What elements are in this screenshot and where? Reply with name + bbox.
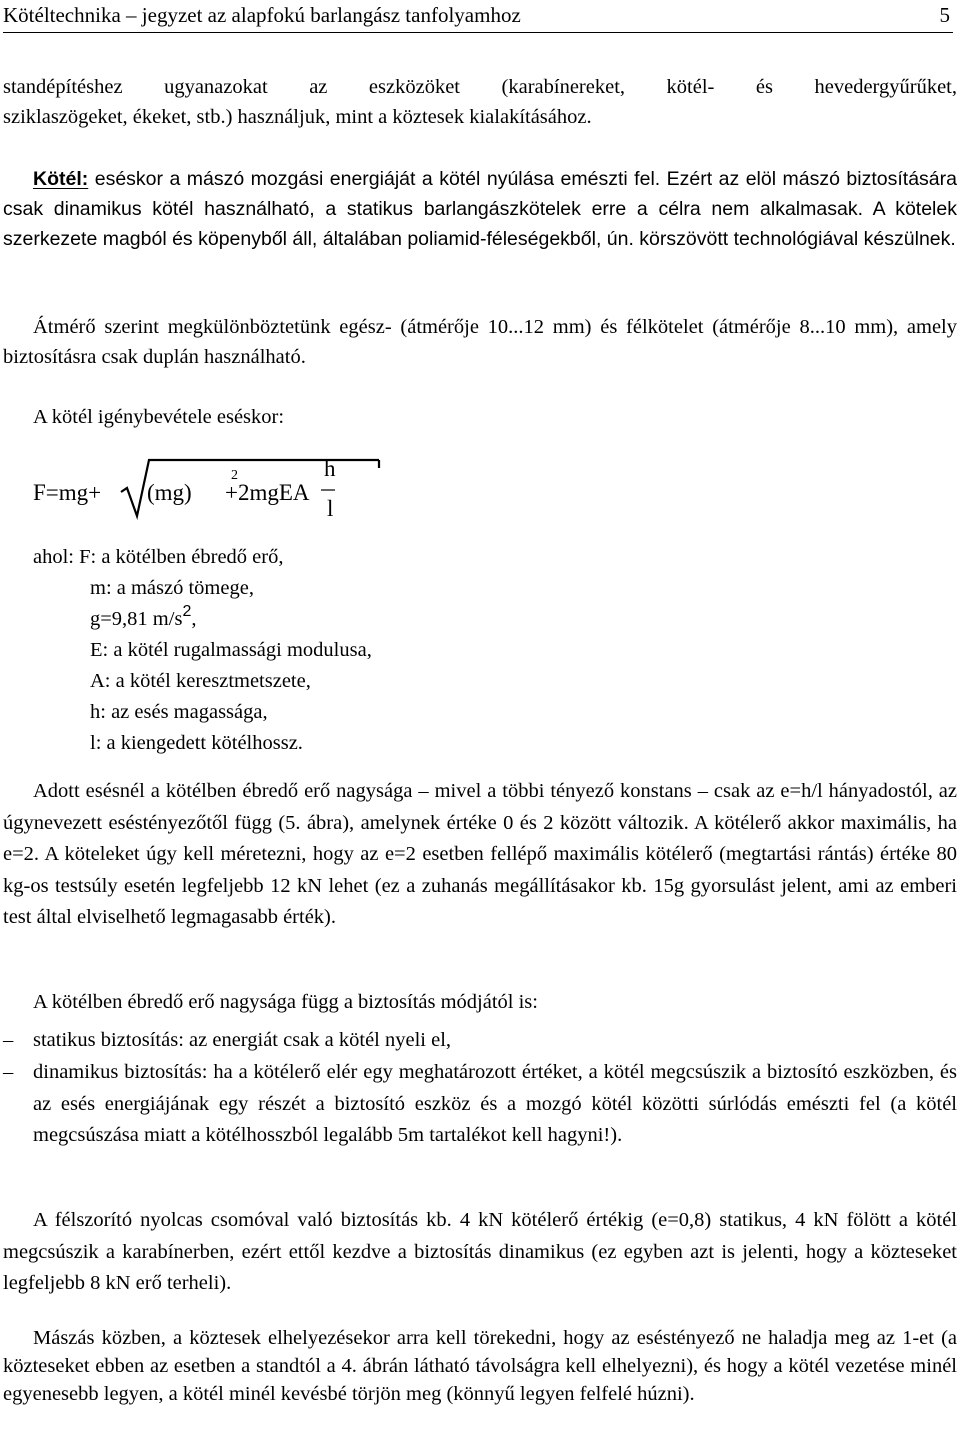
definition-line-g [90,604,372,635]
list-item-text: dinamikus biztosítás: ha a kötélerő elér egy meghatározott értéket, a kötél megcsúszik a biztosító eszközben, és az esés energiájának egy részét a biztosító eszköz és a mozgó kötél közötti súrlódás emészti fel (a kötél megcsúszása miatt a kötélhosszból legalább 5m tartalékot kell hagyni!). [33,1061,957,1146]
definition-line: A: a kötél keresztmetszete, [90,670,311,692]
term-kotel: Kötél: [33,168,89,190]
paragraph-biztositas-modja: A kötélben ébredő erő nagysága függ a biztosítás módjától is: [33,991,538,1013]
definition-g-text: g=9,81 m/s [90,608,183,630]
list-item [3,1057,957,1152]
formula-lhs: F=mg+ [33,480,102,505]
formula-numerator: h [324,456,336,481]
paragraph-maszas: Mászás közben, a köztesek elhelyezésekor arra kell törekedni, hogy az eséstényező ne haladja meg az 1-et (a közteseket ebben az esetben a standtól a 4. ábrán látható távolságra kell elhelyezni), és hogy a kötél vezetése minél egyenesebb legyen, a kötél minél kevésbé törjön meg (könnyű legyen felfelé húzni). [3,1327,957,1405]
definition-line: E: a kötél rugalmassági modulusa, [90,639,372,661]
definition-g-superscript: 2 [182,603,192,620]
definition-line: m: a mászó tömege, [90,577,254,599]
page-number: 5 [939,3,950,27]
formula-exponent: 2 [231,468,238,483]
paragraph-igenybevetel: A kötél igénybevétele eséskor: [33,406,285,428]
definition-line: l: a kiengedett kötélhossz. [90,732,303,754]
header-title: Kötéltechnika – jegyzet az alapfokú barlangász tanfolyamhoz [3,3,521,27]
paragraph-line: sziklaszögeket, ékeket, stb.) használjuk, mint a köztesek kialakításához. [3,106,592,128]
definition-g-suffix: , [191,608,197,630]
definition-line: ahol: F: a kötélben ébredő erő, [33,546,284,568]
formula-2mgEA: +2mgEA [225,480,310,505]
fall-force-formula [33,456,363,526]
paragraph-kotel-text: eséskor a mászó mozgási energiáját a kötél nyúlása emészti fel. Ezért az elöl mászó biztosítására csak dinamikus kötél használható, a statikus barlangászkötelek erre a célra nem alkalmasak. A kötelek szerkezete magból és köpenyből áll, általában poliamid-féleségekből, ún. körszövött technológiával készülnek. [3,168,957,250]
list-dash: – [3,1029,14,1051]
list-dash: – [3,1061,14,1083]
list-item [3,1025,957,1055]
definition-line: h: az esés magassága, [90,701,268,723]
paragraph-felszorito: A félszorító nyolcas csomóval való biztosítás kb. 4 kN kötélerő értékig (e=0,8) statikus, 4 kN fölött a kötél megcsúszik a karabínerben, ezért ettől kezdve a biztosítás dinamikus (ez egyben azt is jelenti, hogy a közteseket legfeljebb 8 kN erő terheli). [3,1209,957,1294]
paragraph-kotel [3,164,957,254]
formula-denominator: l [327,496,334,521]
paragraph-line: standépítéshez ugyanazokat az eszközöket (karabínereket, kötél- és hevedergyűrűket, [3,76,957,98]
formula-mg: (mg) [147,480,192,505]
list-item-text: statikus biztosítás: az energiát csak a kötél nyeli el, [33,1029,452,1051]
page-header [3,0,953,33]
paragraph-atmero: Átmérő szerint megkülönböztetünk egész- (átmérője 10...12 mm) és félkötelet (átmérője 8...10 mm), amely biztosításra csak duplán használható. [3,316,957,368]
paragraph-esestenyezo: Adott esésnél a kötélben ébredő erő nagysága – mivel a többi tényező konstans – csak az e=h/l hányadostól, az úgynevezett eséstényezőtől függ (5. ábra), amelynek értéke 0 és 2 között változik. A kötélerő akkor maximális, ha e=2. A köteleket úgy kell méretezni, hogy az e=2 esetben fellépő maximális kötélerő (megtartási rántás) értéke 80 kg-os testsúly esetén legfeljebb 12 kN lehet (ez a zuhanás megállításakor kb. 15g gyorsulást jelent, ami az emberi test által elviselhető legmagasabb érték). [3,780,957,928]
